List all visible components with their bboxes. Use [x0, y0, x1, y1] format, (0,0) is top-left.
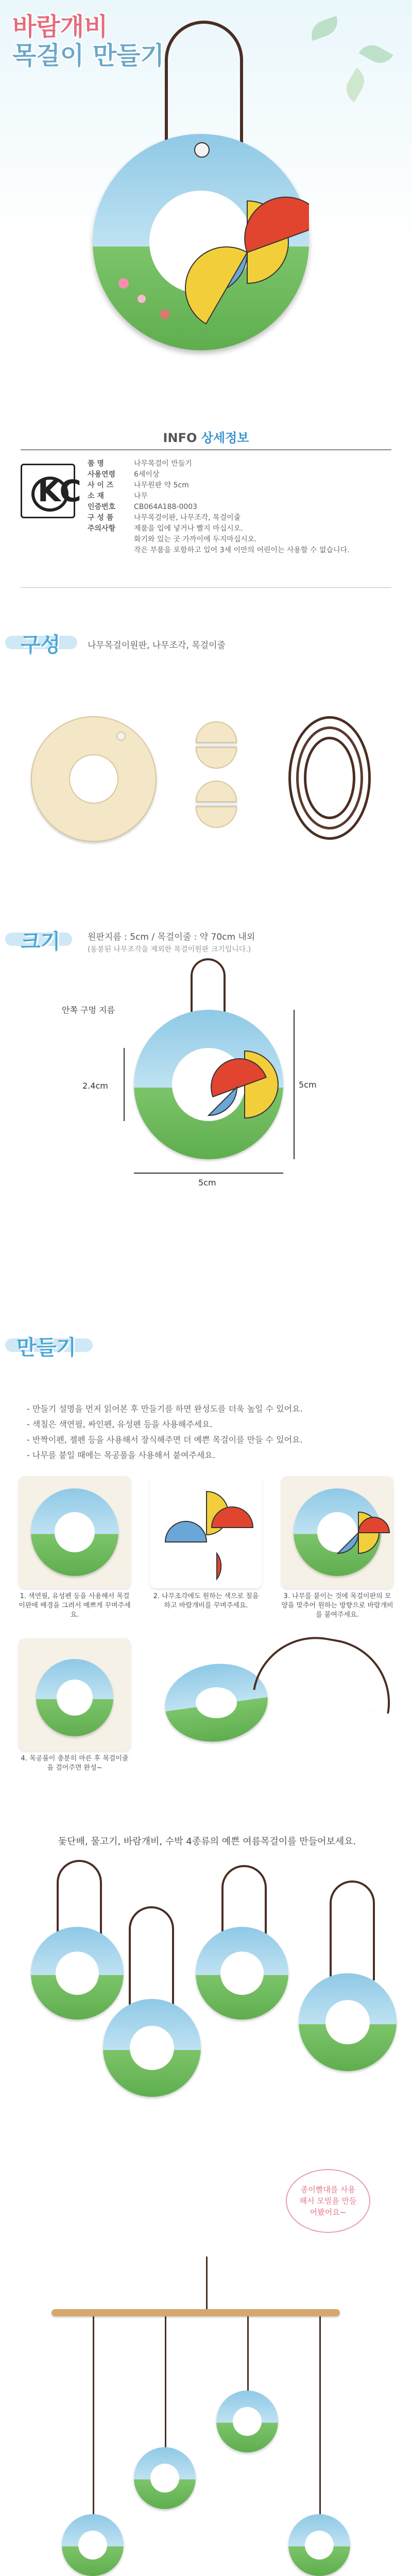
instruction-line: - 반짝이펜, 젤펜 등을 사용해서 장식해주면 더 예쁜 목걸이를 만들 수 있어요.	[27, 1435, 303, 1445]
step-pendant-hole	[57, 1680, 93, 1716]
step-pinwheel	[281, 1476, 393, 1588]
title-line1: 바람개비	[12, 12, 108, 41]
step-1-caption: 1. 색연필, 유성펜 등을 사용해서 목걸이판에 배경을 그려서 예쁘게 꾸며주세요.	[19, 1592, 131, 1619]
title-line2: 목걸이 만들기	[12, 41, 164, 70]
info-key: 사 이 즈	[88, 481, 114, 489]
composition-heading: 구성	[21, 633, 61, 657]
info-value: 나무목걸이판, 나무조각, 목걸이줄	[134, 514, 241, 522]
speech-bubble	[286, 2169, 370, 2233]
necklace-hole	[325, 2000, 370, 2044]
info-value: 나무목걸이 만들기	[134, 460, 192, 468]
info-row	[88, 491, 397, 502]
hanging-string	[206, 2257, 208, 2309]
inner-diameter-value: 2.4cm	[82, 1081, 108, 1091]
step-2-caption: 2. 나무조각에도 원하는 색으로 칠을 하고 바람개비를 꾸며주세요.	[153, 1592, 259, 1609]
step-4-caption: 4. 목공풀이 충분히 마른 후 목걸이줄을 걸어주면 완성~	[21, 1755, 129, 1772]
info-key: 소 재	[88, 492, 104, 500]
height-value: 5cm	[299, 1080, 317, 1090]
info-key: 주의사항	[88, 524, 116, 533]
instruction-line: - 나무를 붙일 때에는 목공풀을 사용해서 붙여주세요.	[27, 1450, 215, 1460]
info-value: CB064A188-0003	[134, 503, 198, 511]
necklace-cord	[129, 1906, 174, 2006]
wood-disc-part	[31, 716, 157, 842]
size-note: (동봉된 나무조각을 제외한 목걸이원판 크기입니다.)	[88, 945, 251, 954]
info-row	[88, 502, 397, 513]
inner-diameter-arrow	[124, 1048, 125, 1121]
making-heading: 만들기	[16, 1336, 76, 1360]
height-arrow	[294, 1010, 295, 1159]
size-heading: 크기	[21, 930, 61, 954]
info-key: 사용연령	[88, 470, 116, 479]
page-title	[12, 12, 164, 70]
hanging-string	[93, 2316, 94, 2522]
painted-pieces	[150, 1476, 262, 1588]
info-key: 인증번호	[88, 503, 116, 511]
size-pinwheel	[134, 1010, 283, 1159]
mobile-pendant-hole	[150, 2464, 179, 2493]
kc-mark-icon	[21, 464, 81, 518]
wood-disc-hole	[69, 754, 118, 804]
flower-drawing	[118, 278, 129, 289]
flower-drawing	[160, 310, 169, 319]
width-value: 5cm	[198, 1178, 216, 1188]
necklace-cord	[253, 1627, 400, 1714]
info-heading-prefix: INFO	[163, 431, 197, 445]
info-row	[88, 480, 397, 491]
info-row	[88, 534, 397, 545]
hanging-string	[165, 2316, 166, 2455]
info-table	[88, 459, 397, 556]
flower-drawing	[138, 295, 146, 303]
making-instructions	[27, 1401, 303, 1463]
step-2-photo	[150, 1476, 262, 1588]
info-value: 나무	[134, 492, 148, 500]
leaf-decoration	[359, 40, 393, 69]
composition-subtitle: 나무목걸이원판, 나무조각, 목걸이줄	[88, 640, 226, 651]
mobile-pendant-hole	[78, 2531, 107, 2560]
info-row	[88, 545, 397, 556]
info-value: 화기와 있는 곳 가까이에 두지마십시오.	[134, 535, 257, 544]
hanging-string	[247, 2316, 249, 2399]
width-arrow	[134, 1173, 283, 1174]
cord-coil	[304, 737, 355, 819]
wood-piece	[196, 721, 237, 743]
wood-piece	[196, 806, 237, 828]
mobile-rod	[52, 2309, 340, 2316]
info-key: 품 명	[88, 460, 104, 468]
step-3-photo	[281, 1476, 393, 1588]
step-pendant-hole	[55, 1512, 95, 1552]
info-row	[88, 513, 397, 523]
mobile-pendant-hole	[305, 2531, 334, 2560]
divider	[21, 449, 391, 450]
info-value: 제품을 입에 넣거나 빨지 마십시오.	[134, 524, 243, 533]
wood-piece	[196, 781, 237, 802]
info-row	[88, 469, 397, 480]
hanging-string	[319, 2316, 321, 2522]
kc-mark-text: KC	[38, 473, 81, 509]
necklace-hole	[56, 1952, 99, 1995]
necklace-hole	[130, 2026, 174, 2070]
divider	[21, 587, 391, 588]
step-1-photo	[19, 1476, 131, 1588]
step-3-caption: 3. 나무를 붙이는 것에 목걸이판의 모양을 맞추어 원하는 방향으로 바람개비를 붙여주세요.	[281, 1592, 393, 1619]
red-petal	[233, 185, 309, 252]
inner-diameter-label: 안쪽 구멍 지름	[62, 1005, 115, 1015]
speech-bubble-text: 종이빨대를 사용해서 모빌을 만들어봤어요~	[299, 2185, 357, 2217]
info-heading	[0, 428, 412, 446]
wood-piece	[196, 747, 237, 769]
step-4-photo	[19, 1638, 131, 1751]
info-value: 나무원판 약 5cm	[134, 481, 189, 489]
info-heading-suffix: 상세정보	[201, 431, 249, 445]
mobile-pendant-hole	[233, 2407, 262, 2436]
info-key: 구 성 품	[88, 514, 114, 522]
blue-petal	[338, 1533, 358, 1553]
necklace-cord	[165, 21, 243, 147]
necklace-hole	[220, 1952, 264, 1995]
instruction-line: - 만들기 설명을 먼저 읽어본 후 만들기를 하면 완성도를 더욱 높일 수 있어요.	[27, 1404, 303, 1414]
instruction-line: - 색칠은 색연필, 싸인펜, 유성펜 등을 사용해주세요.	[27, 1419, 213, 1429]
info-row	[88, 459, 397, 469]
necklace-cord	[330, 1880, 375, 1980]
finished-necklace-hole	[196, 1687, 237, 1718]
hero-banner	[0, 0, 412, 443]
info-row	[88, 523, 397, 534]
info-key	[88, 545, 134, 556]
red-piece-2	[217, 1553, 221, 1579]
blue-piece	[165, 1521, 207, 1542]
pinwheel-petals	[93, 134, 309, 350]
info-value: 작은 부품을 포함하고 있어 3세 이만의 어린이는 사용할 수 없습니다.	[134, 546, 350, 554]
size-subtitle: 원판지름 : 5cm / 목걸이줄 : 약 70cm 내외	[88, 932, 255, 942]
leaf-decoration	[341, 68, 370, 103]
wood-disc-string-hole	[116, 732, 126, 741]
leaf-decoration	[307, 16, 342, 41]
info-value: 6세이상	[134, 470, 160, 479]
info-key	[88, 534, 134, 545]
showcase-text: 돛단배, 물고기, 바람개비, 수박 4종류의 예쁜 여름목걸이를 만들어보세요.	[58, 1836, 356, 1847]
